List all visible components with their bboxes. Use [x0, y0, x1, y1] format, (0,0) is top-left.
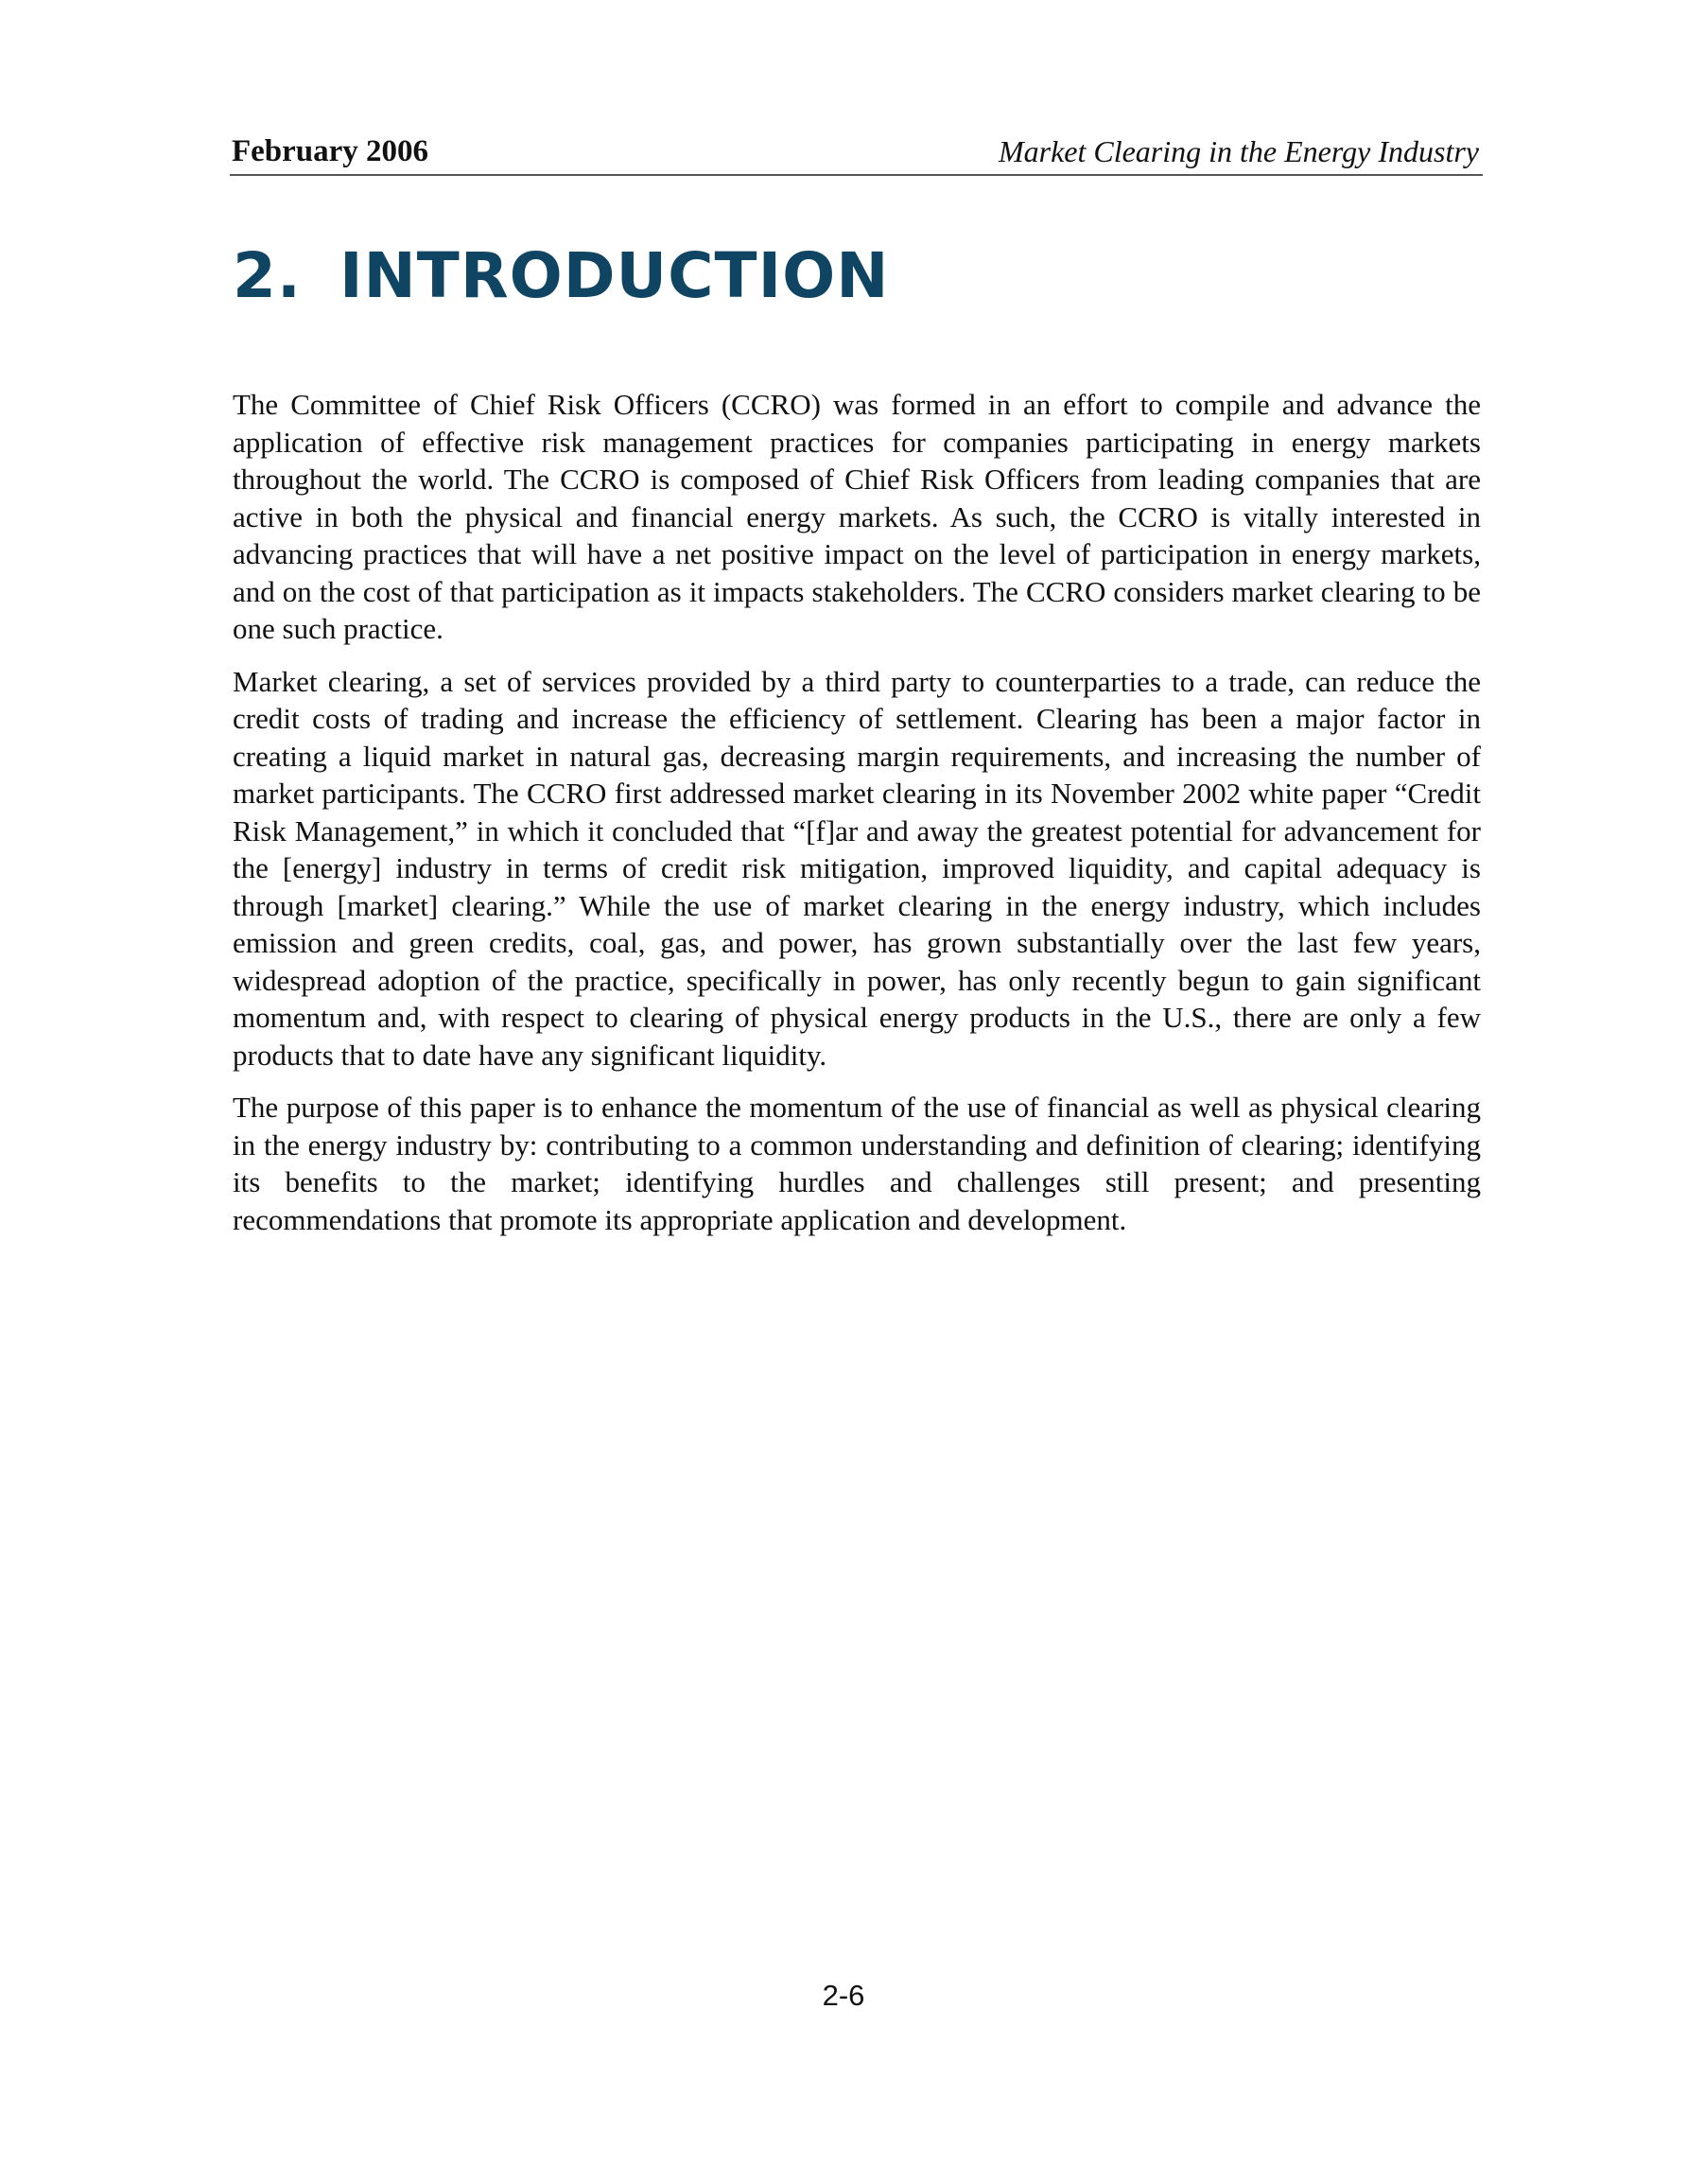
- paragraph-2: Market clearing, a set of services provided by a third party to counterparties to a trade, can reduce the credit costs of trading and increase the efficiency of settlement. Clearing has been a major factor in creating a liquid market in natural gas, decreasing margin requirements, and increasing the number of market participants. The CCRO first addressed market clearing in its November 2002 white paper “Credit Risk Management,” in which it concluded that “[f]ar and away the greatest potential for advancement for the [energy] industry in terms of credit risk mitigation, improved liquidity, and capital adequacy is through [market] clearing.” While the use of market clearing in the energy industry, which includes emission and green credits, coal, gas, and power, has grown substantially over the last few years, widespread adoption of the practice, specifically in power, has only recently begun to gain significant momentum and, with respect to clearing of physical energy products in the U.S., there are only a few products that to date have any significant liquidity.: [233, 664, 1481, 1072]
- paragraph-3: The purpose of this paper is to enhance the momentum of the use of financial as well as physical clearing in the energy industry by: contributing to a common understanding and definition of clearing; identifying its benefits to the market; identifying hurdles and challenges still present; and presenting recommendations that promote its appropriate application and development.: [233, 1091, 1481, 1236]
- paragraph-1: The Committee of Chief Risk Officers (CCRO) was formed in an effort to compile and advance the application of effective risk management practices for companies participating in energy markets throughout the world. The CCRO is composed of Chief Risk Officers from leading companies that are active in both the physical and financial energy markets. As such, the CCRO is vitally interested in advancing practices that will have a net positive impact on the level of participation in energy markets, and on the cost of that participation as it impacts stakeholders. The CCRO considers market clearing to be one such practice.: [233, 388, 1481, 645]
- chapter-heading: [233, 238, 889, 314]
- header-date: February 2006: [232, 134, 429, 168]
- chapter-title: INTRODUCTION: [339, 239, 890, 312]
- page-number: 2-6: [822, 1979, 865, 2012]
- header-document-title: Market Clearing in the Energy Industry: [998, 134, 1479, 168]
- running-header: [230, 132, 1483, 176]
- chapter-number: 2.: [233, 239, 302, 312]
- body-text: [233, 386, 1481, 1253]
